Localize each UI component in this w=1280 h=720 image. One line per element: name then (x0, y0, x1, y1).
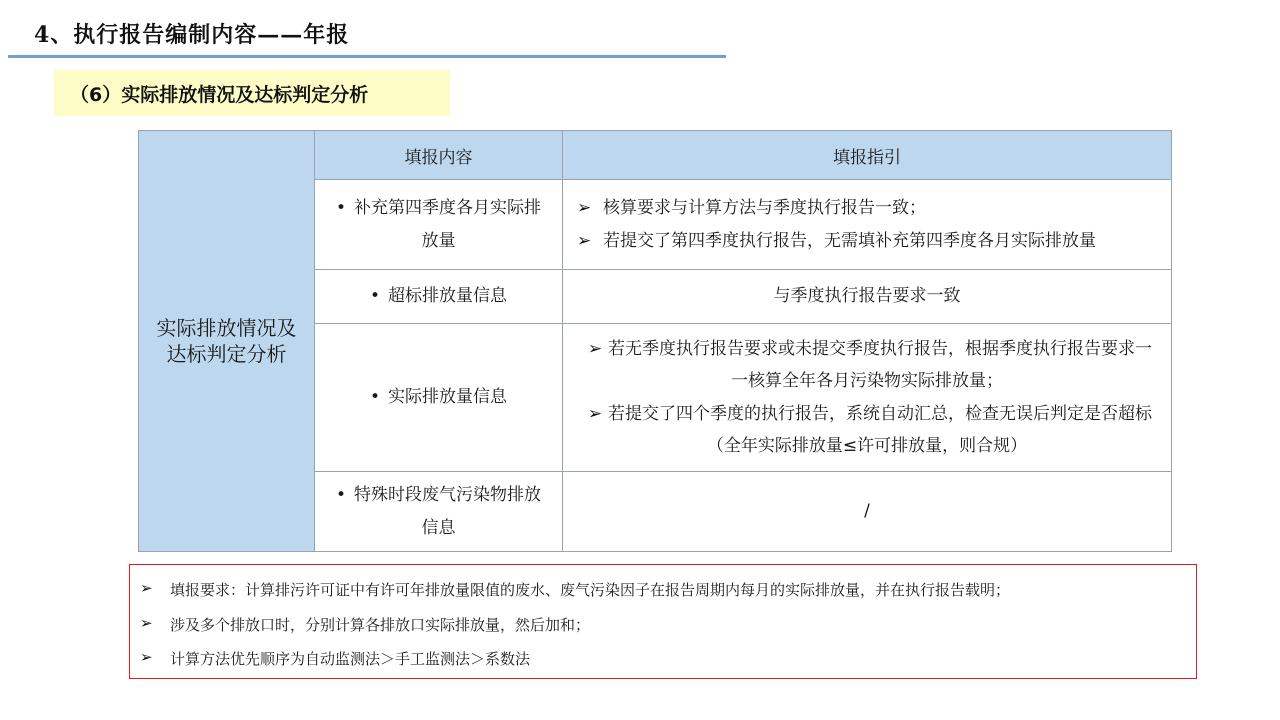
section-subtitle: （6）实际排放情况及达标判定分析 (54, 70, 450, 116)
arrow-bullet-icon: ➢ (140, 579, 153, 597)
note-item: ➢ 填报要求：计算排污许可证中有许可年排放量限值的废水、废气污染因子在报告周期内每月的实际排放量，并在执行报告载明； (140, 579, 1011, 599)
guide-cell (563, 180, 1172, 270)
content-text: 超标排放量信息 (388, 286, 508, 307)
row-header-cell (139, 131, 315, 552)
guide-item: ➢ 若提交了四个季度的执行报告，系统自动汇总，检查无误后判定是否超标（全年实际排放量≤许可排放量，则合规） (577, 398, 1157, 463)
arrow-bullet-icon: ➢ (140, 613, 153, 632)
guide-item: ➢ 若提交了第四季度执行报告，无需填补充第四季度各月实际排放量 (577, 225, 1157, 257)
guide-item: ➢ 若无季度执行报告要求或未提交季度执行报告，根据季度执行报告要求一一核算全年各月污染物实际排放量； (577, 333, 1157, 398)
content-text: 实际排放量信息 (388, 387, 508, 408)
content-cell (315, 180, 563, 270)
guide-item: ➢ 核算要求与计算方法与季度执行报告一致； (577, 192, 1157, 224)
bullet-icon: • (335, 485, 347, 506)
bullet-icon: • (369, 286, 381, 307)
guide-cell: / (563, 472, 1172, 552)
row-header-text: 实际排放情况及达标判定分析 (156, 316, 297, 366)
guide-cell (563, 324, 1172, 472)
column-header-content: 填报内容 (315, 131, 563, 180)
column-header-guide: 填报指引 (563, 131, 1172, 180)
note-item: ➢ 计算方法优先顺序为自动监测法＞手工监测法＞系数法 (140, 648, 531, 668)
reporting-table (138, 130, 1172, 552)
content-text: 补充第四季度各月实际排放量 (354, 198, 542, 251)
content-cell (315, 472, 563, 552)
content-text: 特殊时段废气污染物排放信息 (354, 485, 542, 538)
bullet-icon: • (335, 198, 347, 219)
guide-cell: 与季度执行报告要求一致 (563, 270, 1172, 324)
title-underline (8, 55, 726, 58)
arrow-bullet-icon: ➢ (577, 198, 592, 219)
arrow-bullet-icon: ➢ (577, 230, 592, 251)
note-item: ➢ 涉及多个排放口时，分别计算各排放口实际排放量，然后加和； (140, 613, 591, 634)
bullet-icon: • (369, 387, 381, 408)
arrow-bullet-icon: ➢ (140, 648, 153, 666)
notes-box (129, 564, 1197, 679)
page-title: 4、执行报告编制内容——年报 (34, 22, 350, 48)
arrow-bullet-icon: ➢ (587, 403, 603, 424)
content-cell (315, 270, 563, 324)
arrow-bullet-icon: ➢ (587, 338, 603, 359)
content-cell (315, 324, 563, 472)
